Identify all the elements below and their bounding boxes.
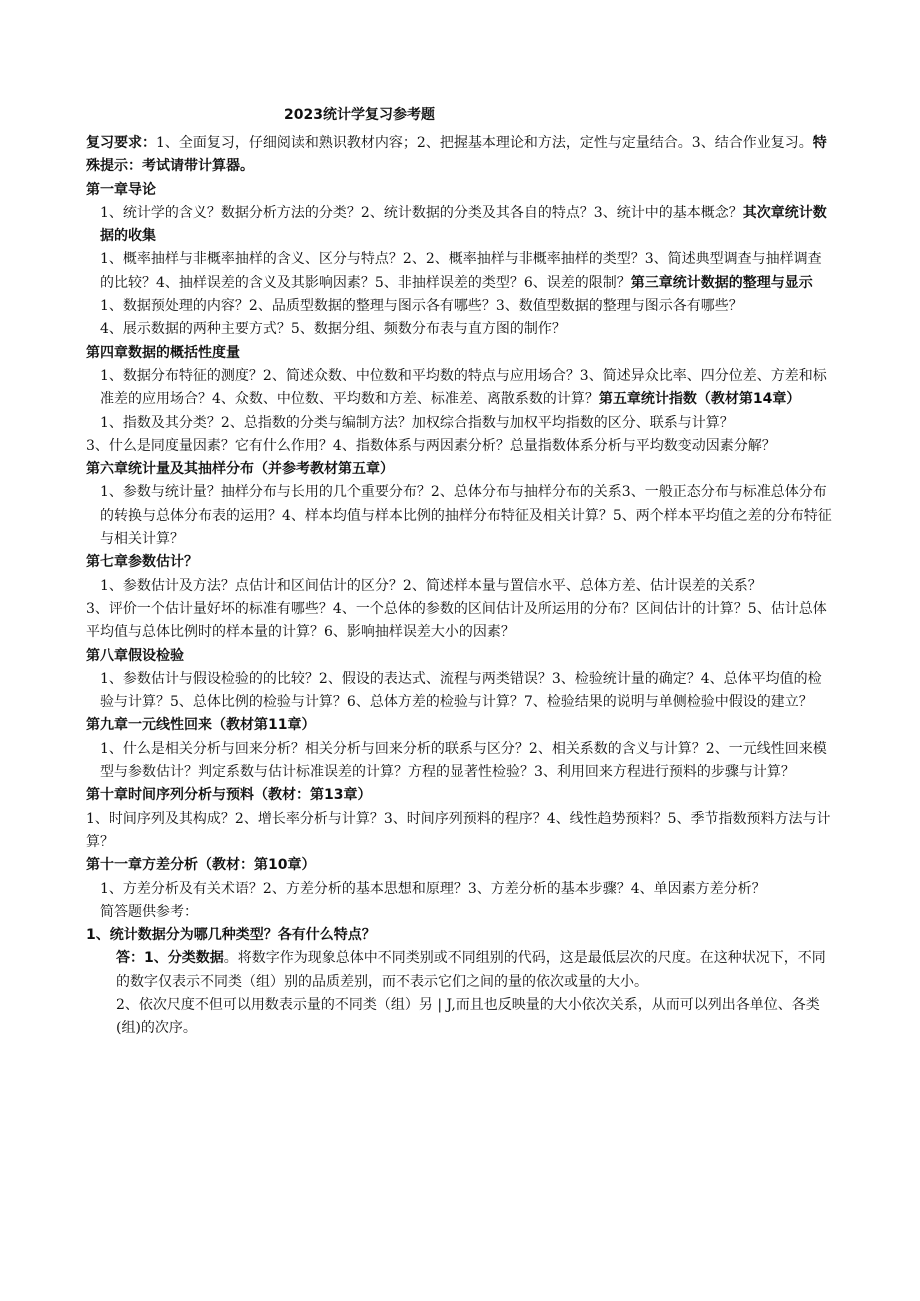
chapter-10-heading: 第十章时间序列分析与预料（教材：第13章）	[86, 787, 372, 804]
document-body	[86, 132, 834, 1041]
chapter-8-text: 1、参数估计与假设检验的的比较？2、假设的表达式、流程与两类错误？3、检验统计量的确定？4、总体平均值的检验与计算？5、总体比例的检验与计算？6、总体方差的检验与计算？7、检验结果的说明与单侧检验中假设的建立？	[100, 670, 822, 711]
chapter-4-heading: 第四章数据的概括性度量	[86, 344, 240, 361]
chapter-9-heading: 第九章一元线性回来（教材第11章）	[86, 717, 316, 734]
special-tip: 特殊提示：考试请带计算器。	[86, 135, 827, 175]
chapter-3-heading: 第三章统计数据的整理与显示	[630, 274, 813, 291]
chapter-3-line-1: 1、数据预处理的内容？2、品质型数据的整理与图示各有哪些？3、数值型数据的整理与图示各有哪些？	[100, 298, 743, 315]
review-requirements	[86, 132, 834, 179]
chapter-7-line-1: 1、参数估计及方法？点估计和区间估计的区分？2、简述样本量与置信水平、总体方差、估计误差的关系？	[100, 577, 762, 594]
requirements-text: 1、全面复习，仔细阅读和熟识教材内容；2、把握基本理论和方法，定性与定量结合。3、结合作业复习。	[156, 135, 813, 151]
chapter-5-line-2: 3、什么是同度量因素？它有什么作用？4、指数体系与两因素分析？总量指数体系分析与平均数变动因素分解？	[86, 437, 776, 454]
chapter-6-heading: 第六章统计量及其抽样分布（并参考教材第五章）	[86, 461, 394, 478]
chapter-11-text: 1、方差分析及有关术语？2、方差分析的基本思想和原理？3、方差分析的基本步骤？4、单因素方差分析？	[100, 880, 766, 897]
chapter-7-heading: 第七章参数估计？	[86, 554, 198, 571]
chapter-7-line-2: 3、评价一个估计量好坏的标准有哪些？4、一个总体的参数的区间估计及所运用的分布？区间估计的计算？5、估计总体平均值与总体比例时的样本量的计算？6、影响抽样误差大小的因素？	[86, 600, 827, 641]
chapter-6-text: 1、参数与统计量？抽样分布与长用的几个重要分布？2、总体分布与抽样分布的关系3、一般正态分布与标准总体分布的转换与总体分布表的运用？4、样本均值与样本比例的抽样分布特征及相关计算？5、两个样本平均值之差的分布特征与相关计算？	[100, 484, 832, 548]
chapter-8-heading: 第八章假设检验	[86, 647, 184, 664]
answer-2: 2、依次尺度不但可以用数表示量的不同类（组）另 | J,而且也反映量的大小依次关系，从而可以列出各单位、各类(组)的次序。	[116, 996, 820, 1037]
qa-intro: 简答题供参考：	[100, 903, 198, 920]
answer-1-text: 。将数字作为现象总体中不同类别或不同组别的代码，这是最低层次的尺度。在这种状况下，不同的数字仅表示不同类（组）别的品质差别，而不表示它们之间的量的依次或量的大小。	[116, 950, 826, 990]
chapter-1-questions: 1、统计学的含义？数据分析方法的分类？2、统计数据的分类及其各自的特点？3、统计中的基本概念？	[100, 204, 743, 221]
chapter-2-text	[86, 248, 834, 295]
chapter-2-questions: 1、概率抽样与非概率抽样的含义、区分与特点？2、2、概率抽样与非概率抽样的类型？3、简述典型调查与抽样调查的比较？4、抽样误差的含义及其影响因素？5、非抽样误差的类型？6、误差的限制？	[100, 251, 822, 291]
page-title: 2023统计学复习参考题	[284, 107, 435, 123]
chapter-5-line-1: 1、指数及其分类？2、总指数的分类与编制方法？加权综合指数与加权平均指数的区分、联系与计算？	[100, 414, 734, 431]
chapter-1-text	[86, 202, 834, 249]
chapter-4-text	[86, 365, 834, 412]
chapter-5-heading: 第五章统计指数（教材第14章）	[598, 391, 801, 408]
question-1: 1、统计数据分为哪几种类型？各有什么特点？	[86, 927, 376, 944]
requirements-label: 复习要求：	[86, 135, 156, 151]
answer-1-label: 答：1、分类数据	[116, 950, 224, 967]
chapter-3-line-2: 4、展示数据的两种主要方式？5、数据分组、频数分布表与直方图的制作？	[100, 321, 566, 338]
chapter-2-heading: 其次章统计数据的收集	[100, 204, 827, 245]
chapter-11-heading: 第十一章方差分析（教材：第10章）	[86, 857, 316, 874]
chapter-4-questions: 1、数据分布特征的测度？2、简述众数、中位数和平均数的特点与应用场合？3、简述异众比率、四分位差、方差和标准差的应用场合？4、众数、中位数、平均数和方差、标准差、离散系数的计算？	[100, 367, 827, 408]
chapter-9-text: 1、什么是相关分析与回来分析？相关分析与回来分析的联系与区分？2、相关系数的含义与计算？2、一元线性回来模型与参数估计？判定系数与估计标准误差的计算？方程的显著性检验？3、利用回来方程进行预料的步骤与计算？	[100, 740, 827, 781]
answer-1	[86, 947, 834, 994]
chapter-1-heading: 第一章导论	[86, 181, 156, 198]
chapter-10-text: 1、时间序列及其构成？2、增长率分析与计算？3、时间序列预料的程序？4、线性趋势预料？5、季节指数预料方法与计算？	[86, 810, 831, 850]
